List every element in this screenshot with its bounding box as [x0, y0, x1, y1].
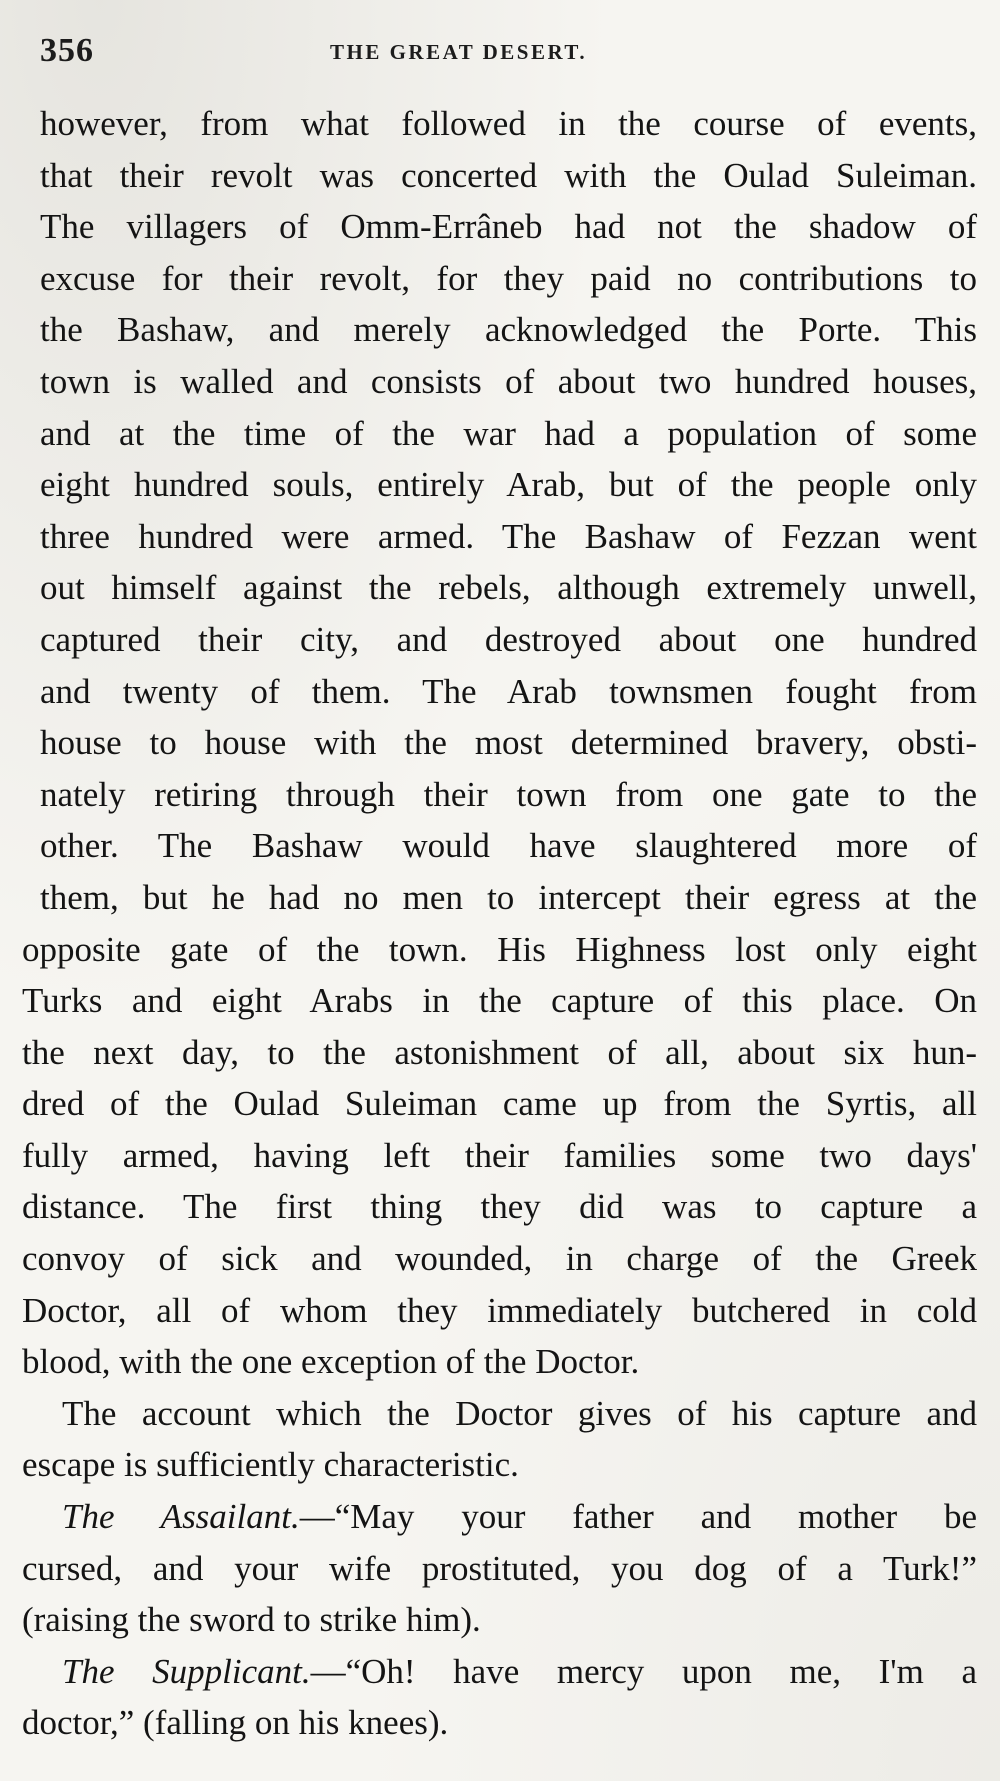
text-line: opposite gate of the town. His Highness lost only eight	[22, 929, 977, 969]
text-line: and at the time of the war had a population of some	[40, 413, 977, 453]
text-line: other. The Bashaw would have slaughtered more of	[40, 826, 977, 866]
speaker-label: The Assailant.	[62, 1497, 300, 1537]
text-line: eight hundred souls, entirely Arab, but of the people only	[40, 465, 977, 505]
text-line	[22, 1646, 977, 1698]
paragraph-1	[22, 98, 977, 1388]
text-line: cursed, and your wife prostituted, you dog of a Turk!”	[22, 1548, 977, 1588]
speaker-label: The Supplicant.	[62, 1651, 311, 1691]
text-line: (raising the sword to strike him).	[22, 1600, 481, 1640]
paragraph-2	[22, 1388, 977, 1491]
text-line: The villagers of Omm-Errâneb had not the shadow of	[40, 207, 977, 247]
text-line: excuse for their revolt, for they paid no contributions to	[40, 258, 977, 298]
page-number: 356	[40, 32, 94, 69]
text-line: however, from what followed in the course of events,	[40, 104, 977, 143]
text-line: and twenty of them. The Arab townsmen fought from	[40, 671, 977, 711]
text-line: three hundred were armed. The Bashaw of Fezzan went	[40, 516, 977, 556]
text-line: convoy of sick and wounded, in charge of the Greek	[22, 1239, 977, 1279]
text-line: the next day, to the astonishment of all, about six hun-	[22, 1032, 977, 1072]
dialogue-text: —“Oh! have mercy upon me, I'm a	[310, 1651, 977, 1691]
dialogue-text: —“May your father and mother be	[299, 1497, 977, 1537]
text-line: blood, with the one exception of the Doctor.	[22, 1342, 640, 1382]
text-line	[22, 1491, 977, 1543]
text-line: escape is sufficiently characteristic.	[22, 1445, 519, 1485]
text-line: house to house with the most determined bravery, obsti-	[40, 723, 977, 763]
text-line: Doctor, all of whom they immediately butchered in cold	[22, 1290, 977, 1330]
text-line: that their revolt was concerted with the Oulad Suleiman.	[40, 155, 977, 195]
text-line: distance. The first thing they did was to capture a	[22, 1187, 977, 1227]
running-head: THE GREAT DESERT.	[330, 40, 588, 64]
text-line: them, but he had no men to intercept their egress at the	[40, 877, 977, 917]
body-text	[22, 98, 977, 1749]
text-line: out himself against the rebels, although extremely unwell,	[40, 568, 977, 608]
text-line: The account which the Doctor gives of his capture and	[62, 1393, 977, 1433]
page-header	[40, 32, 970, 72]
text-line: the Bashaw, and merely acknowledged the Porte. This	[40, 310, 977, 350]
text-line: dred of the Oulad Suleiman came up from the Syrtis, all	[22, 1084, 977, 1124]
text-line: doctor,” (falling on his knees).	[22, 1703, 449, 1743]
text-line: fully armed, having left their families some two days'	[22, 1135, 977, 1175]
text-line: Turks and eight Arabs in the capture of this place. On	[22, 981, 977, 1021]
paragraph-3	[22, 1491, 977, 1646]
text-line: nately retiring through their town from one gate to the	[40, 774, 977, 814]
paragraph-4	[22, 1646, 977, 1749]
text-line: captured their city, and destroyed about one hundred	[40, 619, 977, 659]
text-line: town is walled and consists of about two hundred houses,	[40, 361, 977, 401]
